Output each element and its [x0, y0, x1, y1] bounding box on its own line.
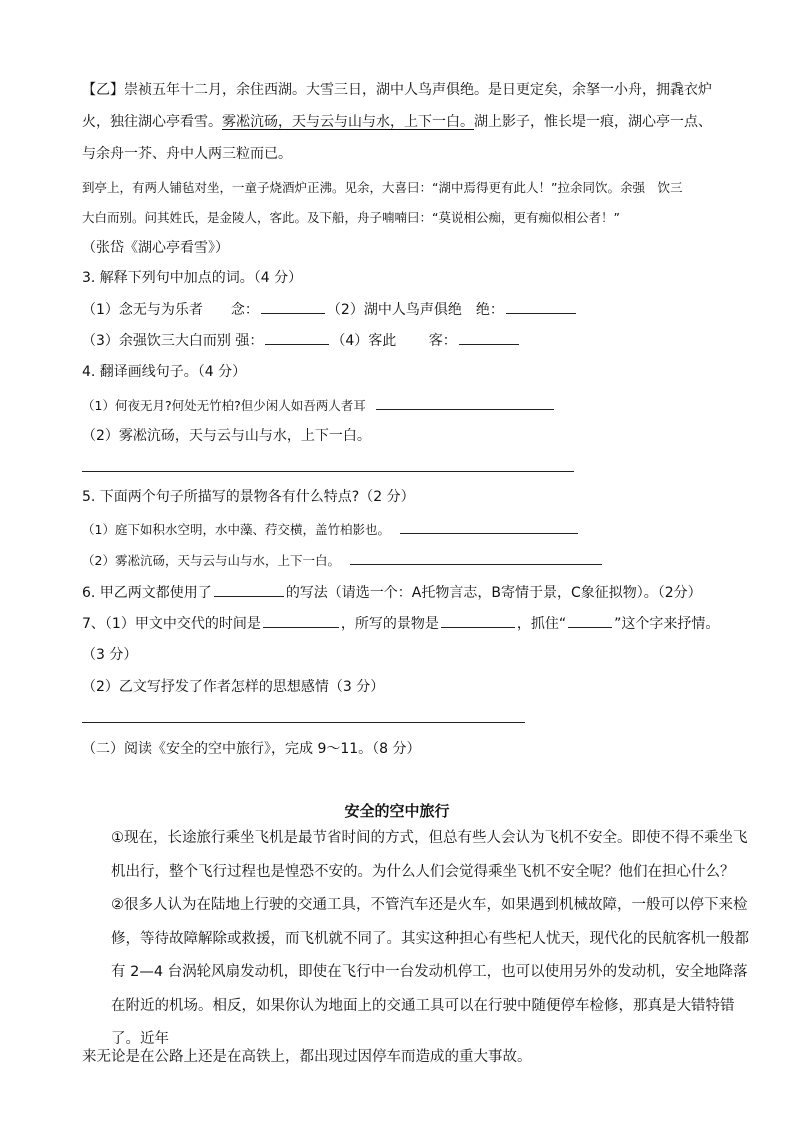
passage-b-line-2	[82, 112, 712, 132]
passage-b-source: （张岱《湖心亭看雪》）	[82, 240, 229, 256]
q3-row-2	[82, 330, 521, 351]
q7-answer-line[interactable]	[82, 722, 525, 723]
q7-blank-scenery[interactable]	[441, 613, 515, 628]
q4-stem: 4. 翻译画线句子。（4 分）	[82, 364, 247, 380]
q5-sentence-2-text: （2）雾凇沆砀，天与云与山与水，上下一白。	[82, 553, 340, 568]
q3-item-4: （4）客此 客：	[331, 333, 457, 349]
q5-stem: 5. 下面两个句子所描写的景物各有什么特点?（2 分）	[82, 489, 415, 505]
underlined-sentence: 雾凇沆砀，天与云与山与水，上下一白。	[222, 114, 474, 130]
q3-blank-1[interactable]	[261, 299, 325, 314]
q5-sentence-1-text: （1）庭下如积水空明，水中藻、荇交横，盖竹柏影也。	[82, 522, 390, 537]
q3-blank-2[interactable]	[506, 299, 576, 314]
article-paragraph-1: ①现在，长途旅行乘坐飞机是最节省时间的方式，但总有些人会认为飞机不安全。即使不得不乘坐飞机出行，整个飞行过程也是惶恐不安的。为什么人们会觉得乘坐飞机不安全呢？他们在担心什么？	[111, 830, 748, 880]
q3-item-3: （3）余强饮三大白而别 强：	[82, 333, 264, 349]
q3-item-1: （1）念无与为乐者 念：	[82, 302, 259, 318]
q6-line	[82, 582, 702, 603]
q6-blank[interactable]	[214, 582, 284, 597]
q7-text-a: 7、（1）甲文中交代的时间是	[82, 616, 261, 632]
q5-answer-blank-2[interactable]	[350, 550, 602, 565]
passage-b-line-5: 大白而别。问其姓氏，是金陵人，客此。及下船，舟子喃喃曰：“莫说相公痴，更有痴似相公者！”	[82, 210, 620, 225]
q7-blank-word[interactable]	[568, 613, 612, 628]
q7-points: （3 分）	[82, 647, 138, 663]
q4-answer-line-2[interactable]	[82, 471, 574, 472]
q5-sentence-1	[82, 519, 580, 540]
q7-line-1	[82, 613, 719, 634]
q7-text-d: ”这个字来抒情。	[614, 616, 720, 632]
passage-b-line-3: 与余舟一芥、舟中人两三粒而已。	[82, 146, 292, 162]
passage-b-line-2-end: 湖上影子，惟长堤一痕，湖心亭一点、	[474, 114, 712, 130]
q7-text-c: ，抓住“	[516, 616, 567, 632]
q4-sentence-2: （2）雾凇沆砀，天与云与山与水，上下一白。	[82, 428, 371, 444]
q3-row-1	[82, 299, 578, 320]
article-paragraph-2: ②很多人认为在陆地上行驶的交通工具，不管汽车还是火车，如果遇到机械故障，一般可以停下来检修，等待故障解除或救援，而飞机就不同了。其实这种担心有些杞人忧天，现代化的民航客机一般都有 2—4 台涡轮风扇发动机，即使在飞行中一台发动机停工，也可以使用另外的发动机，安全地降落在附近的机场。相反，如果你认为地面上的交通工具可以在行驶中随便停车检修，那真是大错特错了。近年	[111, 897, 749, 1047]
passage-b-line-1: 【乙】崇祯五年十二月，余住西湖。大雪三日，湖中人鸟声俱绝。是日更定矣，余拏一小舟，拥毳衣炉	[82, 82, 712, 98]
q7-blank-time[interactable]	[263, 613, 339, 628]
article-paragraph-2-end: 来无论是在公路上还是在高铁上，都出现过因停车而造成的重大事故。	[82, 1049, 532, 1065]
passage-b-line-2-start: 火，独往湖心亭看雪。	[82, 114, 222, 130]
passage-b-line-4: 到亭上，有两人铺毡对坐，一童子烧酒炉正沸。见余，大喜曰：“湖中焉得更有此人！”拉余同饮。余强 饮三	[82, 180, 683, 195]
section-2-heading: （二）阅读《安全的空中旅行》，完成 9～11。（8 分）	[82, 741, 421, 757]
q7-text-b: ，所写的景物是	[340, 616, 439, 632]
q3-item-2: （2）湖中人鸟声俱绝 绝：	[326, 302, 504, 318]
q4-answer-blank-1[interactable]	[376, 395, 554, 410]
q7-part-2: （2）乙文写抒发了作者怎样的思想感情（3 分）	[82, 679, 385, 695]
q5-sentence-2	[82, 550, 604, 571]
q3-blank-3[interactable]	[265, 330, 329, 345]
article-title: 安全的空中旅行	[344, 802, 450, 820]
q6-text-end: 的写法（请选一个：A托物言志，B寄情于景，C象征拟物）。（2分）	[285, 585, 702, 601]
q5-answer-blank-1[interactable]	[400, 519, 578, 534]
q4-sentence-1	[82, 395, 556, 416]
q4-sentence-1-text: （1）何夜无月?何处无竹柏?但少闲人如吾两人者耳	[82, 398, 366, 413]
q3-blank-4[interactable]	[459, 330, 519, 345]
q3-stem: 3. 解释下列句中加点的词。（4 分）	[82, 270, 303, 286]
q6-text-start: 6. 甲乙两文都使用了	[82, 585, 212, 601]
